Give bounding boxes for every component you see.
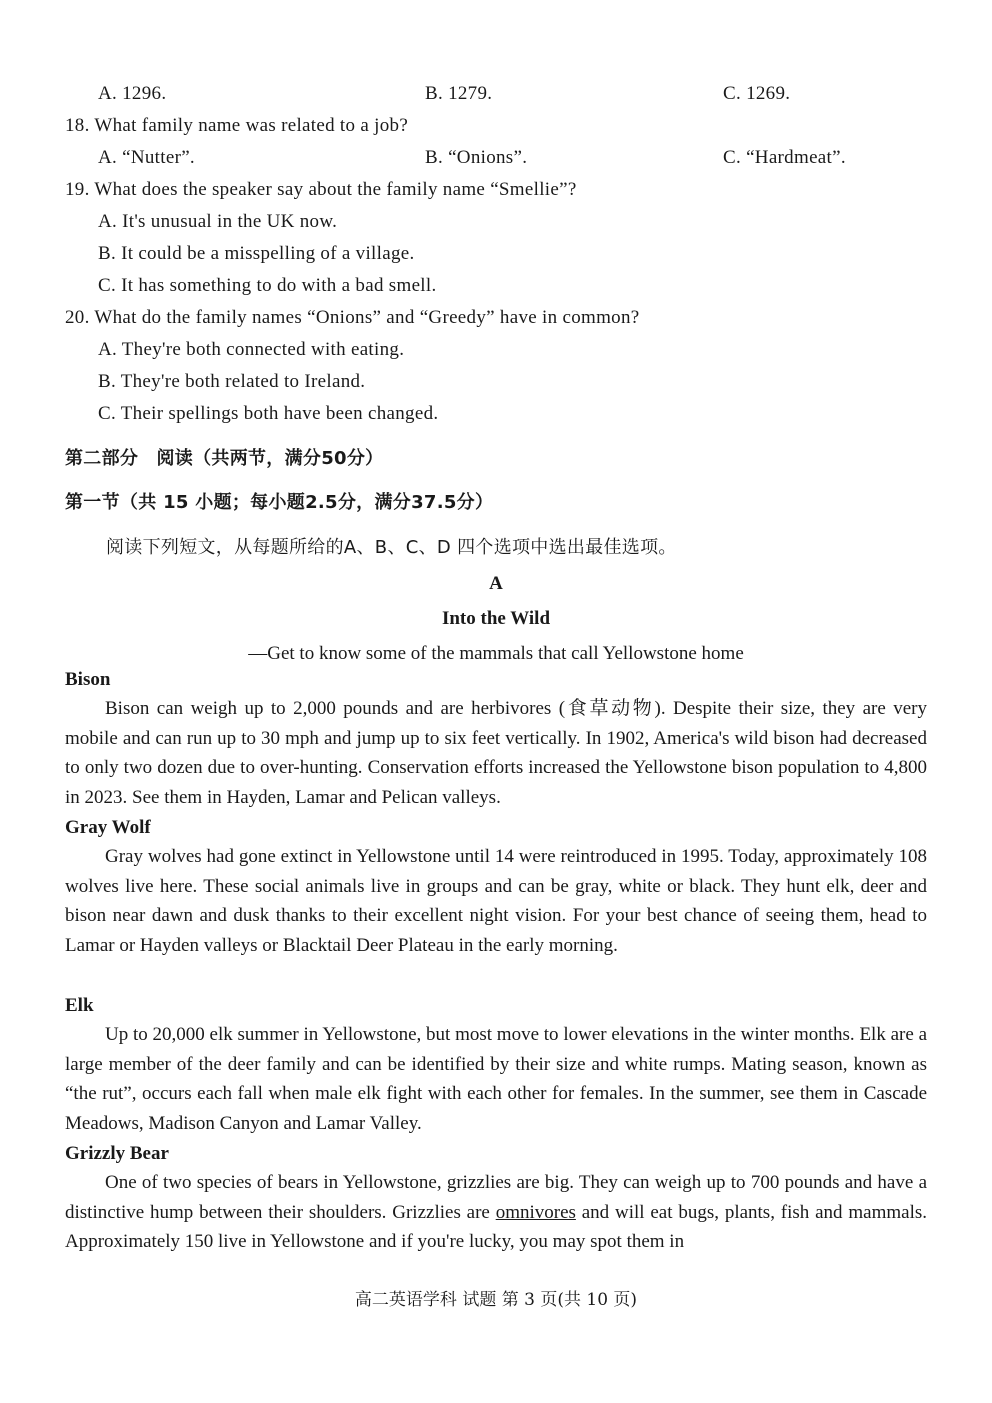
section-text-gray-wolf: Gray wolves had gone extinct in Yellowstone until 14 were reintroduced in 1995. Today, approximately 108 wolves live here. These social animals live in groups and can be gray, white or black. They hunt elk, deer and bison near dawn and dusk thanks to their excellent night vision. For your best chance of seeing them, head to Lamar or Hayden valleys or Blacktail Deer Plateau in the early morning. [65, 846, 927, 957]
q18-stem: 18. What family name was related to a job? [65, 115, 409, 136]
q18-option-c: C. “Hardmeat”. [723, 147, 846, 168]
q17-option-a: A. 1296. [98, 83, 167, 104]
section-heading-grizzly-bear: Grizzly Bear [65, 1143, 169, 1164]
section-text-grizzly-bear: One of two species of bears in Yellowstone, grizzlies are big. They can weigh up to 700 pounds and have a distinctive hump between their shoulders. Grizzlies are omnivores and will eat bugs, plants, fish and mammals. Approximately 150 live in Yellowstone and if you're lucky, you may spot them in [65, 1172, 927, 1253]
q20-stem: 20. What do the family names “Onions” and “Greedy” have in common? [65, 307, 640, 328]
section-heading-elk: Elk [65, 995, 94, 1016]
q20-option-b: B. They're both related to Ireland. [98, 371, 366, 392]
passage-subtitle: —Get to know some of the mammals that call Yellowstone home [248, 643, 744, 664]
q19-stem: 19. What does the speaker say about the family name “Smellie”? [65, 179, 577, 200]
section-heading-bison: Bison [65, 669, 111, 690]
q19-option-c: C. It has something to do with a bad smell. [98, 275, 437, 296]
section1-heading: 第一节（共 15 小题；每小题2.5分，满分37.5分） [65, 492, 494, 513]
part2-heading: 第二部分 阅读（共两节，满分50分） [65, 448, 384, 469]
instructions: 阅读下列短文，从每题所给的A、B、C、D 四个选项中选出最佳选项。 [106, 537, 677, 558]
page-footer: 高二英语学科 试题 第 3 页(共 10 页) [354, 1290, 638, 1310]
section-heading-gray-wolf: Gray Wolf [65, 817, 151, 838]
section-text-bison: Bison can weigh up to 2,000 pounds and are herbivores (食草动物). Despite their size, they are very mobile and can run up to 30 mph and jump up to six feet vertically. In 1902, America's wild bison had decreased to only two dozen due to over-hunting. Conservation efforts increased the Yellowstone bison population to 4,800 in 2023. See them in Hayden, Lamar and Pelican valleys. [65, 698, 927, 809]
q18-option-a: A. “Nutter”. [98, 147, 195, 168]
q17-option-b: B. 1279. [425, 83, 493, 104]
q17-option-c: C. 1269. [723, 83, 791, 104]
q20-option-a: A. They're both connected with eating. [98, 339, 405, 360]
section-text-elk: Up to 20,000 elk summer in Yellowstone, but most move to lower elevations in the winter months. Elk are a large member of the deer family and can be identified by their size and white rumps. Mating season, known as “the rut”, occurs each fall when male elk fight with each other for females. In the summer, see them in Cascade Meadows, Madison Canyon and Lamar Valley. [65, 1024, 927, 1135]
q19-option-b: B. It could be a misspelling of a village. [98, 243, 415, 264]
passage-title: Into the Wild [441, 608, 551, 629]
underlined-word: omnivores [495, 1201, 576, 1223]
q20-option-c: C. Their spellings both have been changed. [98, 403, 439, 424]
q19-option-a: A. It's unusual in the UK now. [98, 211, 338, 232]
passage-letter: A [489, 573, 503, 594]
q18-option-b: B. “Onions”. [425, 147, 528, 168]
